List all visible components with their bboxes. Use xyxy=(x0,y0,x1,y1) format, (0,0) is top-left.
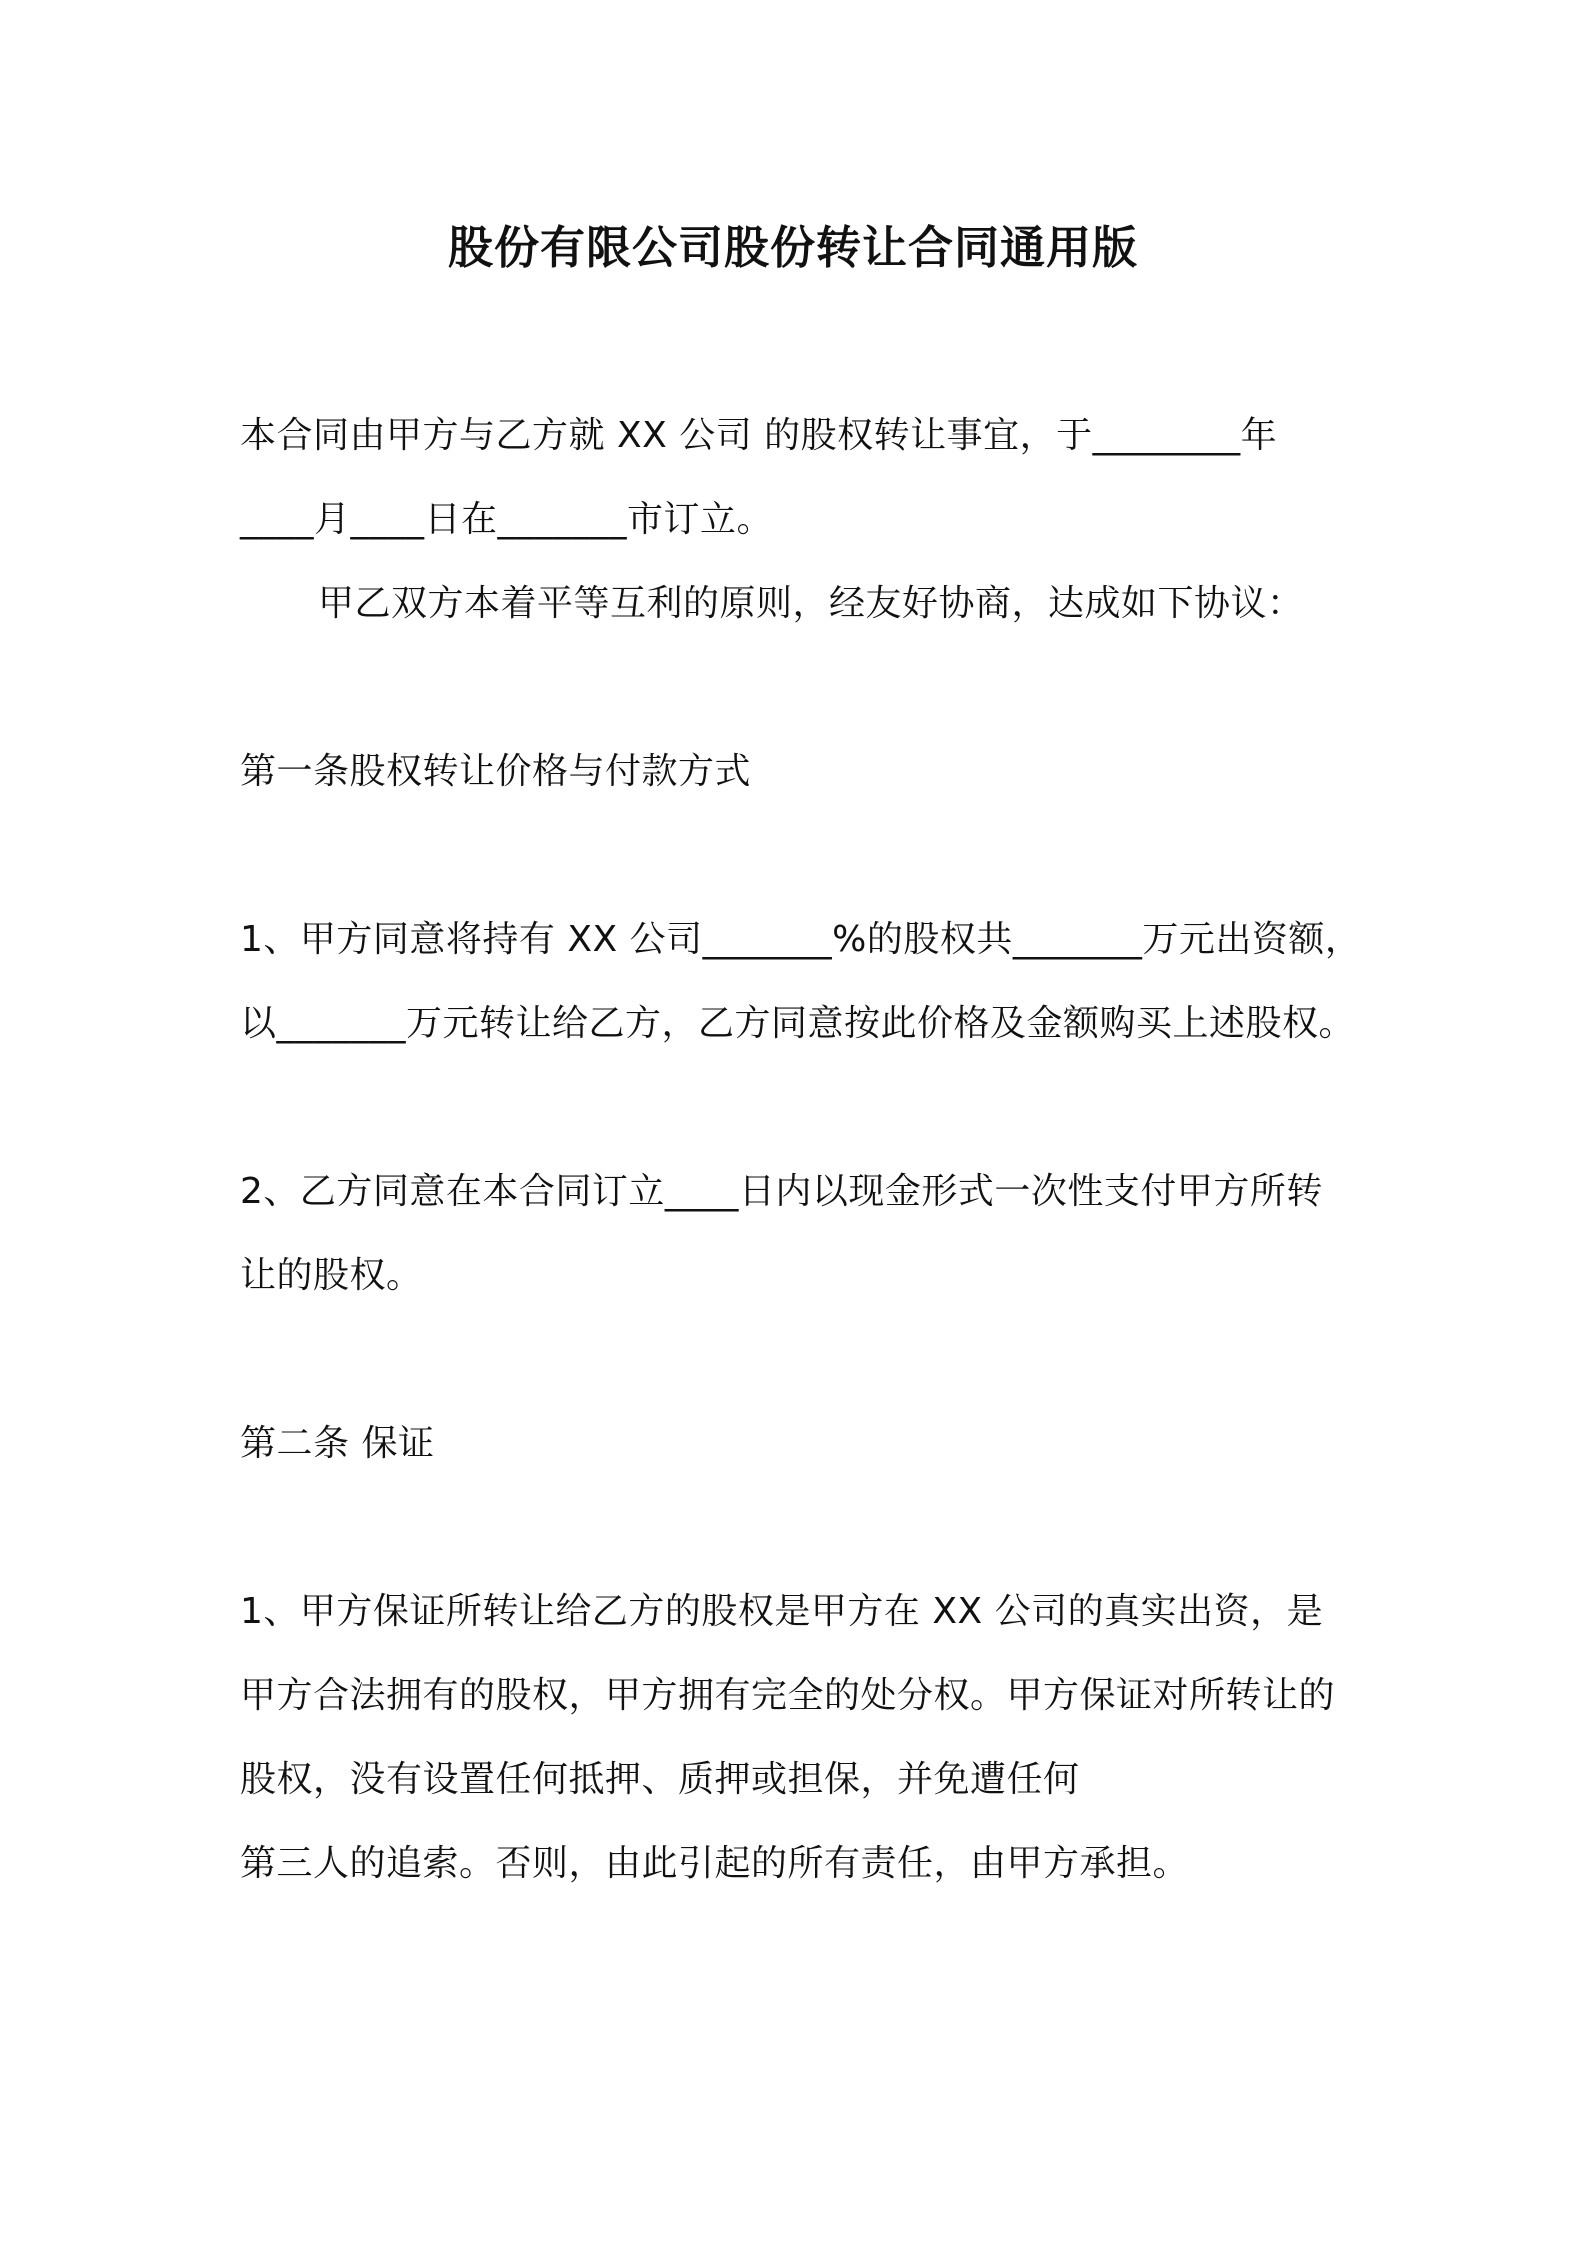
paragraph-line: 1、甲方同意将持有 XX 公司_______%的股权共_______万元出资额， xyxy=(240,919,1362,960)
paragraph-line: 甲方合法拥有的股权，甲方拥有完全的处分权。甲方保证对所转让的 xyxy=(240,1675,1336,1716)
paragraph-line: 甲乙双方本着平等互利的原则，经友好协商，达成如下协议： xyxy=(318,583,1304,624)
section-heading: 第二条 保证 xyxy=(240,1423,435,1464)
document-title: 股份有限公司股份转让合同通用版 xyxy=(447,221,1138,274)
paragraph-line: 股权，没有设置任何抵押、质押或担保，并免遭任何 xyxy=(240,1759,1080,1800)
paragraph-line: 1、甲方保证所转让给乙方的股权是甲方在 XX 公司的真实出资，是 xyxy=(240,1591,1324,1632)
paragraph-line: 第三人的追索。否则，由此引起的所有责任，由甲方承担。 xyxy=(240,1843,1190,1884)
section-heading: 第一条股权转让价格与付款方式 xyxy=(240,751,752,792)
paragraph-line: ____月____日在_______市订立。 xyxy=(240,499,774,540)
paragraph-line: 以_______万元转让给乙方，乙方同意按此价格及金额购买上述股权。 xyxy=(240,1003,1356,1044)
paragraph-line: 2、乙方同意在本合同订立____日内以现金形式一次性支付甲方所转 xyxy=(240,1171,1323,1212)
paragraph-line: 本合同由甲方与乙方就 XX 公司 的股权转让事宜，于________年 xyxy=(240,415,1278,456)
paragraph-line: 让的股权。 xyxy=(240,1255,423,1296)
